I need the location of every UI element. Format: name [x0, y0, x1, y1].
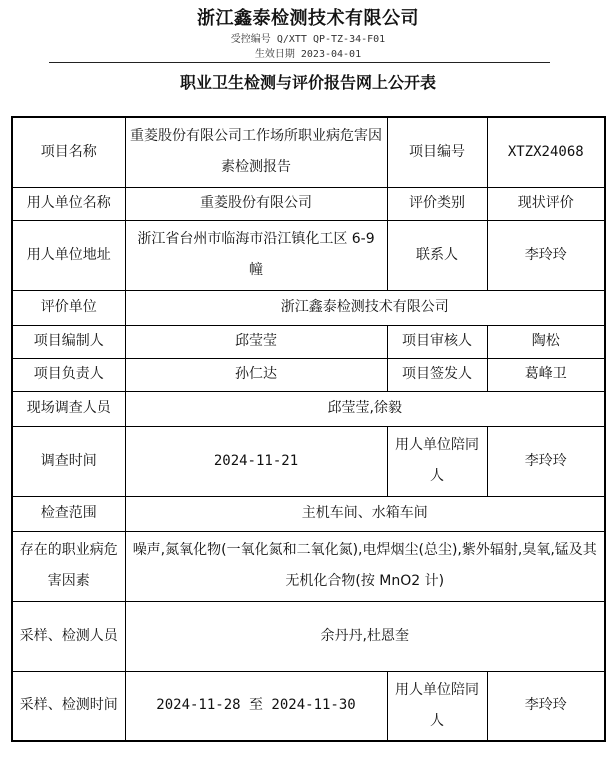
employer-value: 重菱股份有限公司	[125, 187, 387, 220]
eval-unit-value: 浙江鑫泰检测技术有限公司	[125, 290, 605, 325]
eval-type-value: 现状评价	[487, 187, 605, 220]
hazards-label: 存在的职业病危害因素	[12, 531, 125, 601]
signer-value: 葛峰卫	[487, 358, 605, 391]
effective-date: 生效日期 2023-04-01	[254, 49, 362, 60]
table-row	[12, 671, 605, 741]
accompany-value: 李玲玲	[487, 671, 605, 741]
table-row	[12, 496, 605, 531]
contact-value: 李玲玲	[487, 220, 605, 290]
contact-label: 联系人	[387, 220, 487, 290]
survey-staff-label: 现场调查人员	[12, 391, 125, 426]
address-value: 浙江省台州市临海市沿江镇化工区 6-9 幢	[125, 220, 387, 290]
header-divider	[49, 62, 550, 63]
eval-unit-label: 评价单位	[12, 290, 125, 325]
accompany-label: 用人单位陪同人	[387, 671, 487, 741]
survey-time-label: 调查时间	[12, 426, 125, 496]
compiler-value: 邱莹莹	[125, 325, 387, 358]
table-row	[12, 290, 605, 325]
table-row	[12, 187, 605, 220]
leader-label: 项目负责人	[12, 358, 125, 391]
company-name: 浙江鑫泰检测技术有限公司	[197, 8, 419, 29]
project-name-label: 项目名称	[12, 117, 125, 187]
table-row	[12, 325, 605, 358]
hazards-value: 噪声,氮氧化物(一氧化氮和二氧化氮),电焊烟尘(总尘),紫外辐射,臭氧,锰及其无机化合物(按 MnO2 计)	[125, 531, 605, 601]
document-title: 职业卫生检测与评价报告网上公开表	[179, 73, 436, 92]
project-no-label: 项目编号	[387, 117, 487, 187]
sampling-staff-value: 余丹丹,杜恩奎	[125, 601, 605, 671]
table-row	[12, 601, 605, 671]
table-row	[12, 220, 605, 290]
table-row	[12, 426, 605, 496]
table-row	[12, 117, 605, 187]
scope-value: 主机车间、水箱车间	[125, 496, 605, 531]
control-number: 受控编号 Q/XTT QP-TZ-34-F01	[230, 34, 386, 45]
table-row	[12, 531, 605, 601]
project-name-value: 重菱股份有限公司工作场所职业病危害因素检测报告	[125, 117, 387, 187]
table-row	[12, 391, 605, 426]
sampling-time-value: 2024-11-28 至 2024-11-30	[125, 671, 387, 741]
table-row	[12, 358, 605, 391]
accompany-value: 李玲玲	[487, 426, 605, 496]
compiler-label: 项目编制人	[12, 325, 125, 358]
leader-value: 孙仁达	[125, 358, 387, 391]
survey-time-value: 2024-11-21	[125, 426, 387, 496]
project-no-value: XTZX24068	[487, 117, 605, 187]
eval-type-label: 评价类别	[387, 187, 487, 220]
reviewer-label: 项目审核人	[387, 325, 487, 358]
reviewer-value: 陶松	[487, 325, 605, 358]
disclosure-table	[11, 116, 606, 742]
scope-label: 检查范围	[12, 496, 125, 531]
employer-label: 用人单位名称	[12, 187, 125, 220]
survey-staff-value: 邱莹莹,徐毅	[125, 391, 605, 426]
address-label: 用人单位地址	[12, 220, 125, 290]
signer-label: 项目签发人	[387, 358, 487, 391]
accompany-label: 用人单位陪同人	[387, 426, 487, 496]
sampling-time-label: 采样、检测时间	[12, 671, 125, 741]
sampling-staff-label: 采样、检测人员	[12, 601, 125, 671]
